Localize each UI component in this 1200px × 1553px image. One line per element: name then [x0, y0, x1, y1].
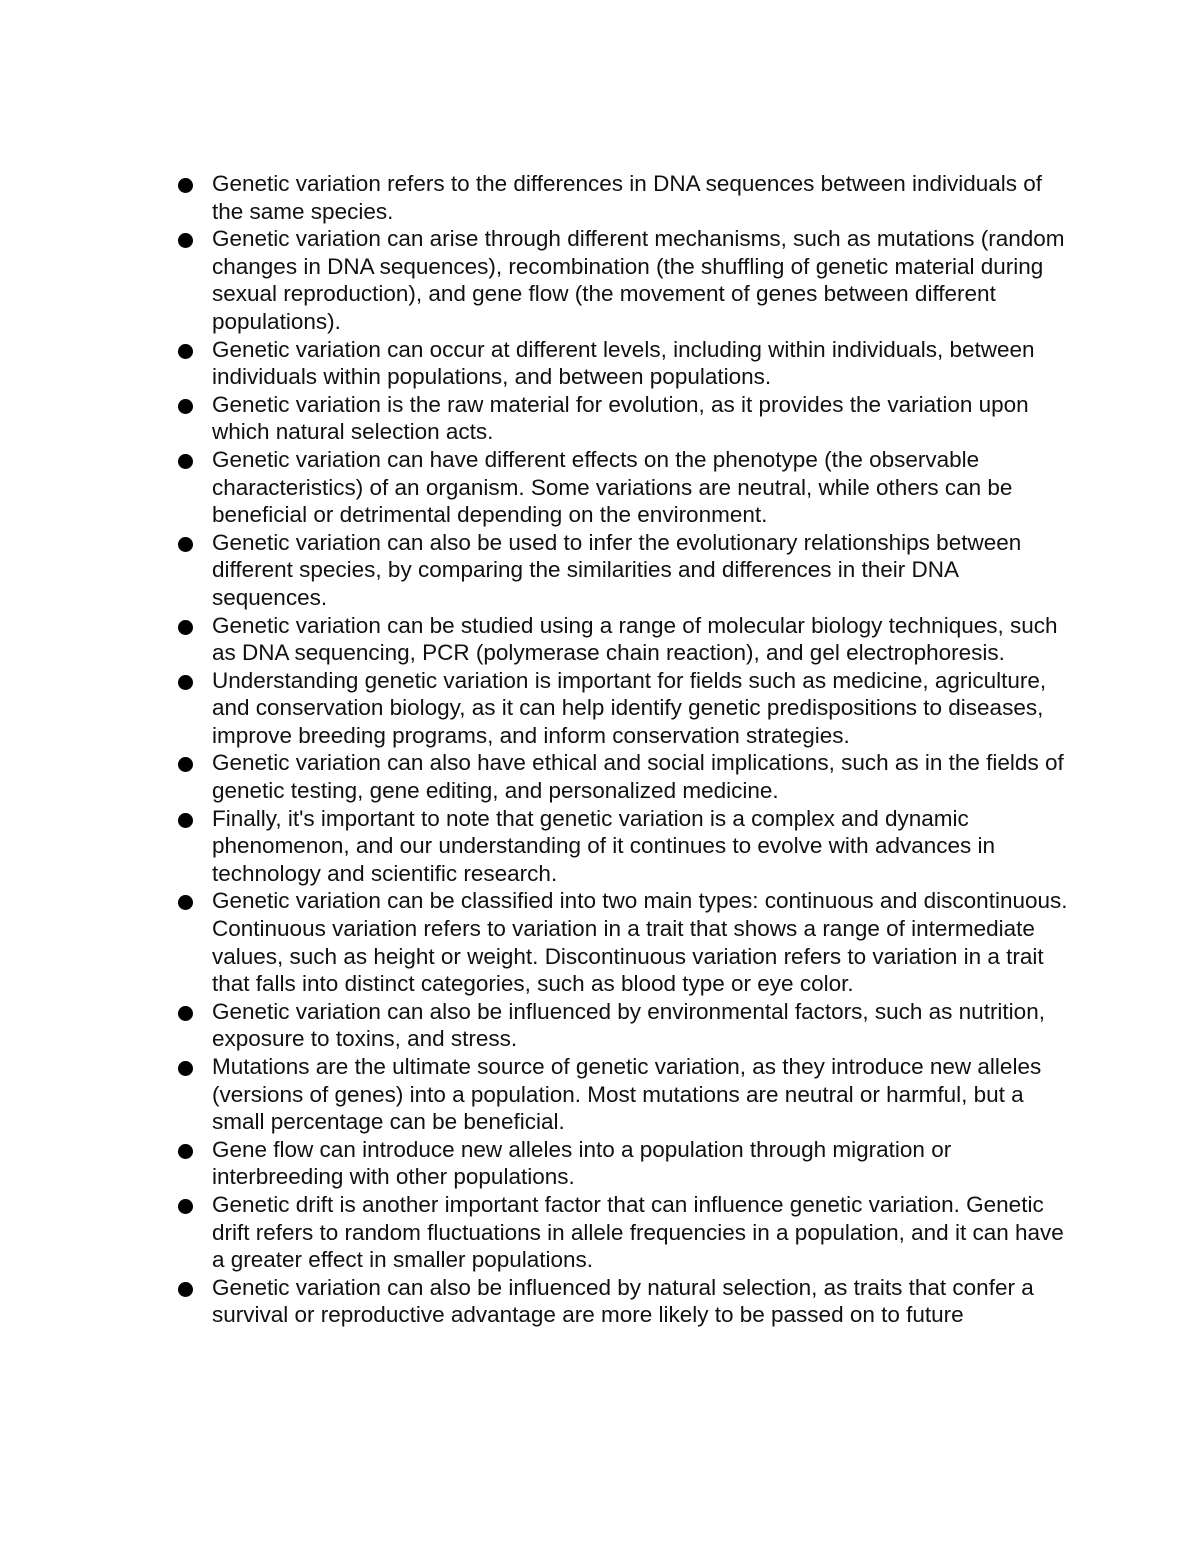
bullet-text: Genetic variation can arise through different mechanisms, such as mutations (random changes in DNA sequences), recombination (the shuffling of genetic material during sexual reproduction), and gene flow (the movement of genes between different populations).: [212, 226, 1065, 334]
bullet-item: [174, 391, 1074, 446]
bullet-text: Genetic variation can also be influenced by natural selection, as traits that confer a survival or reproductive advantage are more likely to be passed on to future: [212, 1274, 1034, 1328]
bullet-text: Gene flow can introduce new alleles into a population through migration or interbreeding with other populations.: [212, 1136, 952, 1190]
bullet-item: [174, 887, 1074, 997]
bullet-text: Genetic variation can be studied using a range of molecular biology techniques, such as DNA sequencing, PCR (polymerase chain reaction), and gel electrophoresis.: [212, 612, 1058, 666]
bullet-dot-icon: [178, 1282, 193, 1297]
bullet-item: [174, 805, 1074, 888]
bullet-item: [174, 1136, 1074, 1191]
bullet-item: [174, 998, 1074, 1053]
bullet-text: Finally, it's important to note that genetic variation is a complex and dynamic phenomenon, and our understanding of it continues to evolve with advances in technology and scientific research.: [212, 805, 996, 886]
bullet-item: [174, 1053, 1074, 1136]
bullet-item: [174, 529, 1074, 612]
bullet-item: [174, 446, 1074, 529]
bullet-item: [174, 225, 1074, 335]
bullet-dot-icon: [178, 620, 193, 635]
bullet-dot-icon: [178, 1061, 193, 1076]
bullet-text: Mutations are the ultimate source of genetic variation, as they introduce new alleles (versions of genes) into a population. Most mutations are neutral or harmful, but a small percentage can be beneficial.: [212, 1054, 1042, 1135]
bullet-dot-icon: [178, 178, 193, 193]
bullet-item: [174, 612, 1074, 667]
bullet-item: [174, 667, 1074, 750]
bullet-dot-icon: [178, 454, 193, 469]
bullet-dot-icon: [178, 895, 193, 910]
bullet-dot-icon: [178, 1199, 193, 1214]
bullet-dot-icon: [178, 344, 193, 359]
bullet-item: [174, 1191, 1074, 1274]
bullet-text: Genetic variation can be classified into two main types: continuous and discontinuous. Continuous variation refers to variation in a trait that shows a range of intermediate values, such as height or weight. Discontinuous variation refers to variation in a trait that falls into distinct categories, such as blood type or eye color.: [212, 888, 1068, 997]
bullet-text: Genetic variation can also have ethical and social implications, such as in the fields of genetic testing, gene editing, and personalized medicine.: [212, 750, 1064, 804]
bullet-text: Genetic variation can also be influenced by environmental factors, such as nutrition, exposure to toxins, and stress.: [212, 998, 1045, 1052]
bullet-dot-icon: [178, 537, 193, 552]
bullet-dot-icon: [178, 1144, 193, 1159]
bullet-dot-icon: [178, 813, 193, 828]
bullet-text: Genetic variation can also be used to infer the evolutionary relationships between different species, by comparing the similarities and differences in their DNA sequences.: [212, 529, 1022, 610]
bullet-text: Understanding genetic variation is important for fields such as medicine, agriculture, and conservation biology, as it can help identify genetic predispositions to diseases, improve breeding programs, and inform conservation strategies.: [212, 667, 1047, 748]
bullet-text: Genetic variation can have different effects on the phenotype (the observable characteristics) of an organism. Some variations are neutral, while others can be beneficial or detrimental depending on the environment.: [212, 446, 1013, 528]
bullet-item: [174, 749, 1074, 804]
bullet-text: Genetic variation is the raw material for evolution, as it provides the variation upon which natural selection acts.: [212, 391, 1029, 445]
bullet-text: Genetic variation refers to the differences in DNA sequences between individuals of the same species.: [212, 171, 1043, 224]
bullet-list: [174, 170, 1074, 1329]
bullet-text: Genetic drift is another important factor that can influence genetic variation. Genetic drift refers to random fluctuations in allele frequencies in a population, and it can have a greater effect in smaller populations.: [212, 1191, 1064, 1273]
bullet-dot-icon: [178, 399, 193, 414]
bullet-dot-icon: [178, 233, 193, 248]
bullet-item: [174, 336, 1074, 391]
bullet-text: Genetic variation can occur at different levels, including within individuals, between individuals within populations, and between populations.: [212, 336, 1035, 390]
bullet-dot-icon: [178, 757, 193, 772]
bullet-dot-icon: [178, 1006, 193, 1021]
bullet-item: [174, 1274, 1074, 1329]
bullet-item: [174, 170, 1074, 225]
bullet-dot-icon: [178, 675, 193, 690]
